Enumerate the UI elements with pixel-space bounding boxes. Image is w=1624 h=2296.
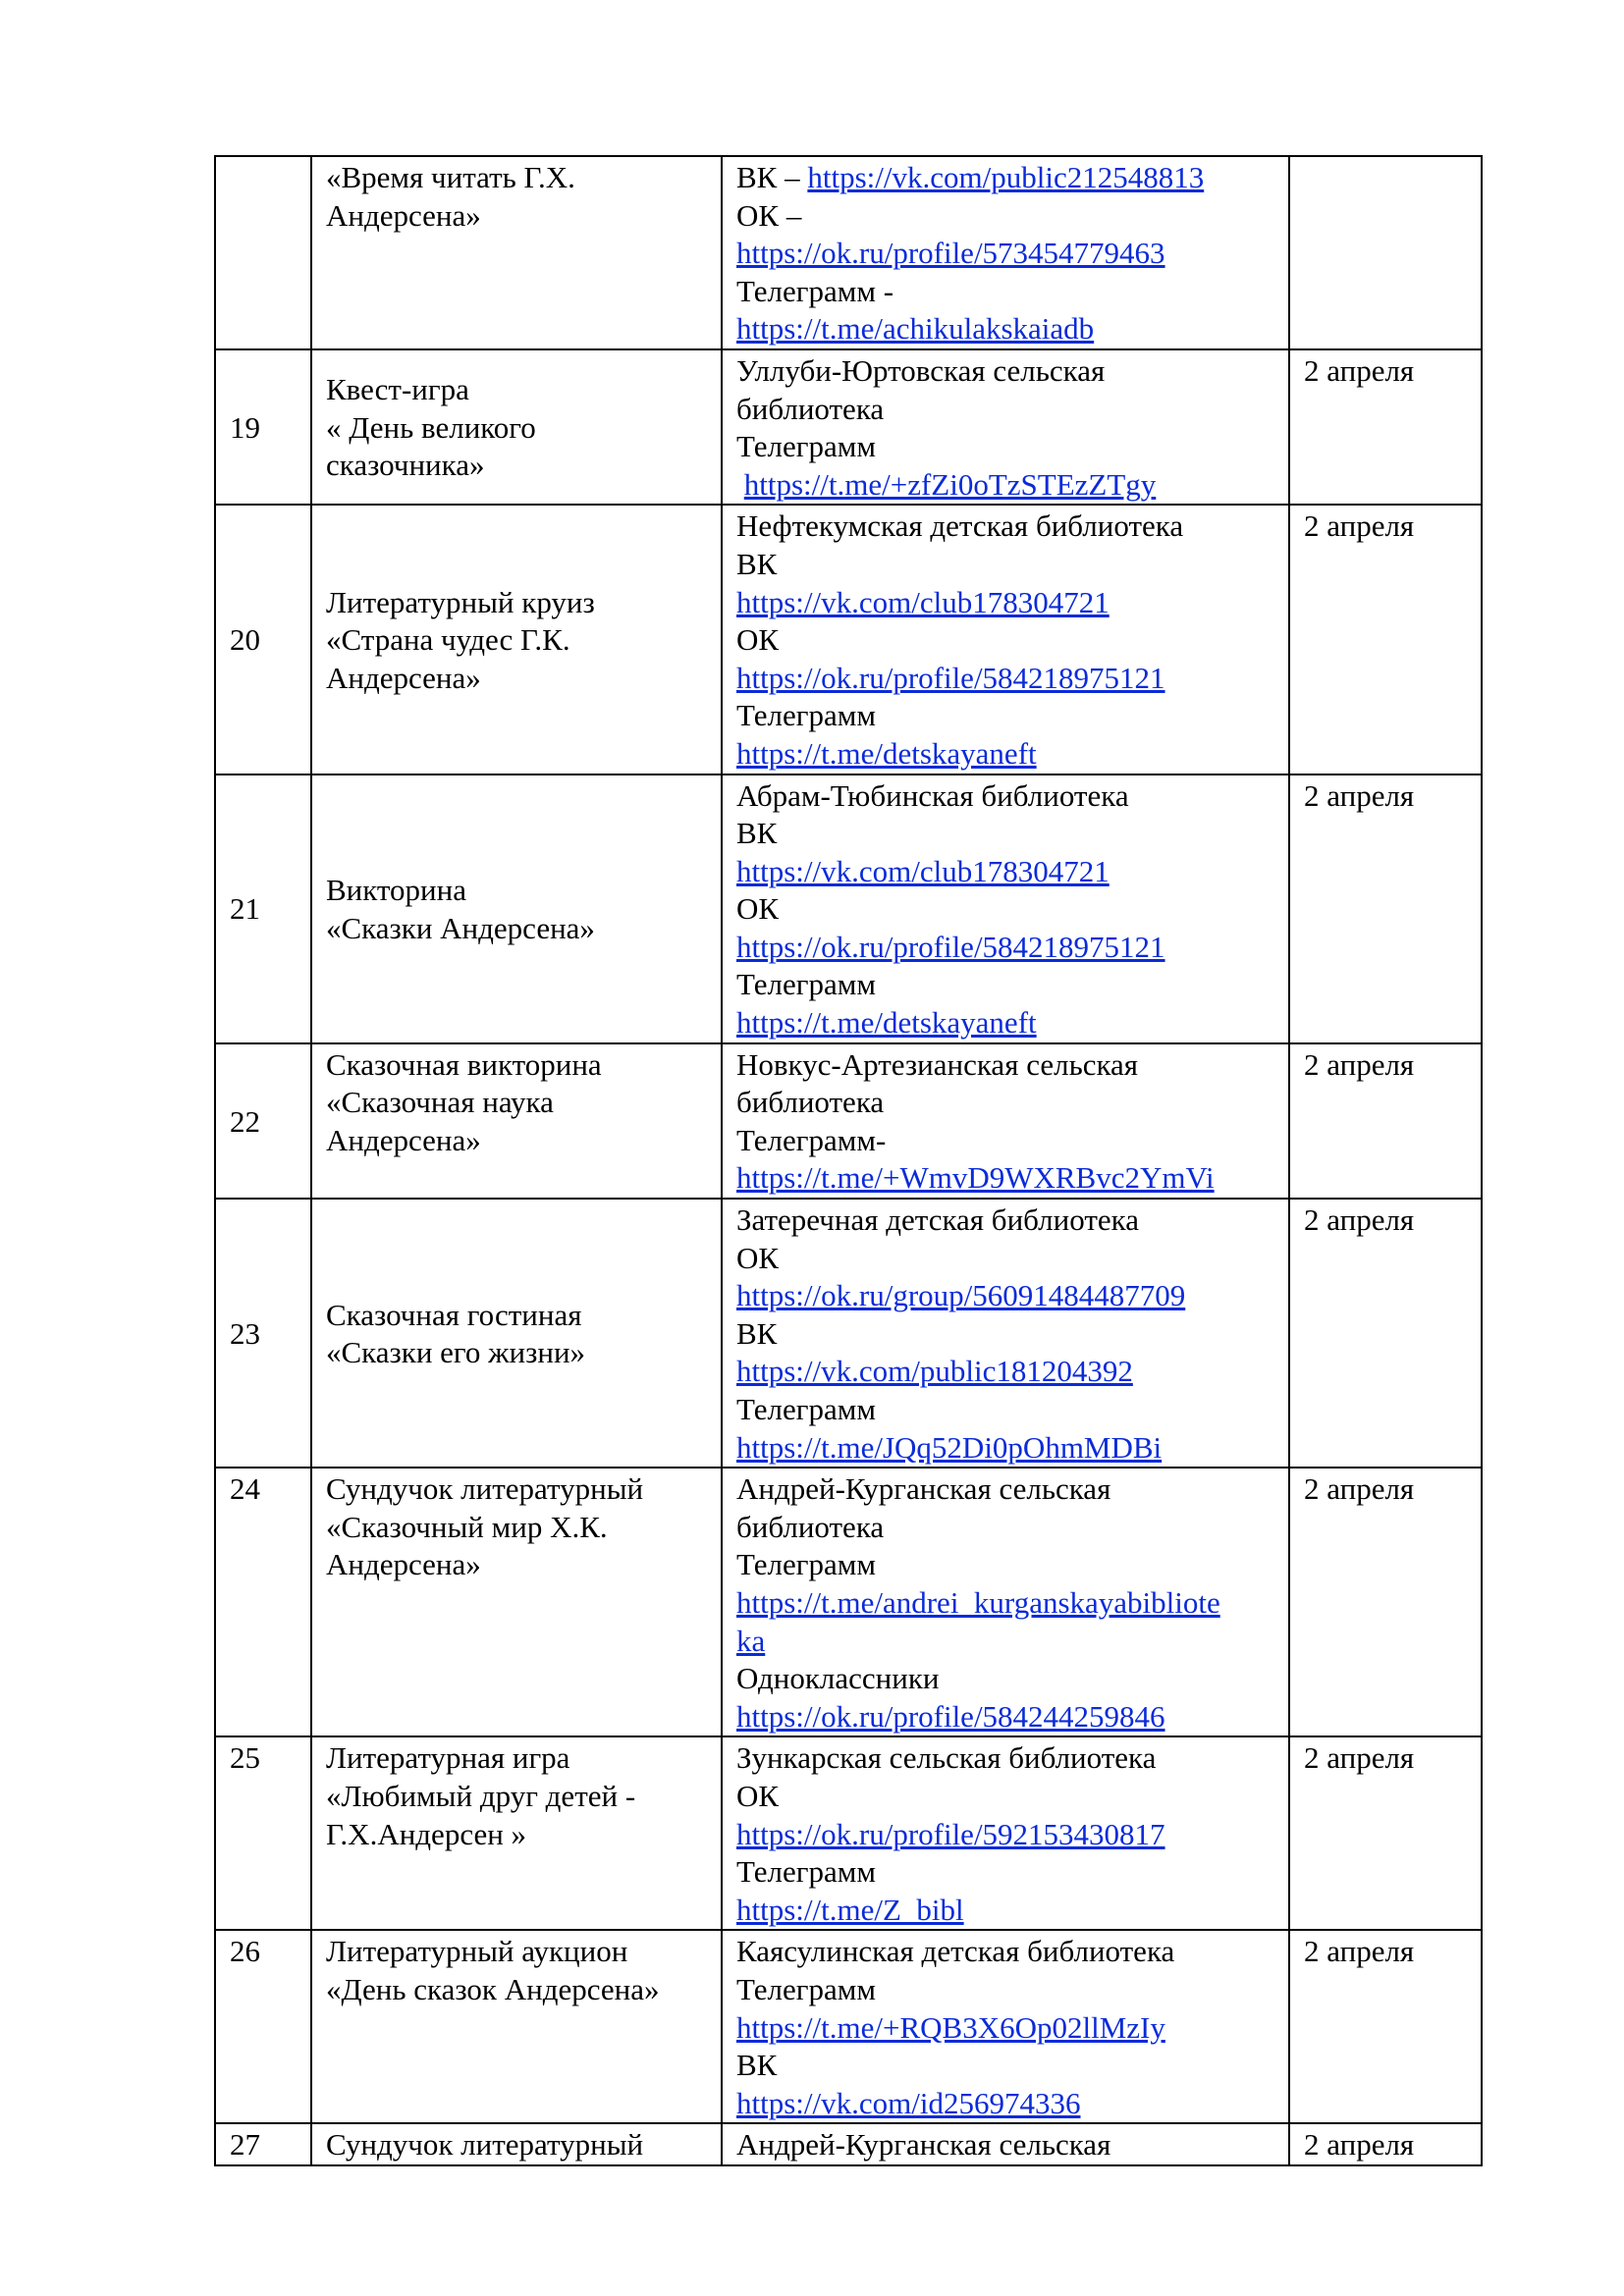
event-cell [311,1043,722,1199]
venue-line [736,1698,1274,1736]
venue-links-cell [722,156,1289,349]
event-title-line: Сказочная гостиная [326,1297,582,1332]
event-title-line: «День сказок Андерсена» [326,1971,660,2006]
venue-links-cell [722,774,1289,1043]
event-date: 2 апреля [1289,2123,1482,2165]
venue-line [736,1584,1274,1623]
event-title-line: Андерсена» [326,1547,481,1582]
event-title-line: Литературный круиз [326,584,595,619]
venue-line [736,815,1274,853]
social-link[interactable]: ka [736,1623,766,1658]
venue-text: ВК – [736,160,808,194]
venue-line [736,1122,1274,1160]
venue-line [736,197,1274,236]
event-cell [311,2123,722,2165]
venue-text: Телеграмм [736,698,876,733]
venue-links-cell [722,349,1289,505]
venue-line [736,1971,1274,2009]
venue-line [736,1623,1274,1661]
social-link[interactable]: https://vk.com/id256974336 [736,2085,1081,2120]
venue-text: библиотека [736,1509,885,1544]
event-date: 2 апреля [1289,1736,1482,1930]
venue-links-cell [722,1043,1289,1199]
row-number: 21 [215,774,311,1043]
venue-text: Каясулинская детская библиотека [736,1934,1175,1969]
social-link[interactable]: https://vk.com/club178304721 [736,584,1110,619]
table-row [215,774,1482,1043]
venue-line [736,1429,1274,1468]
social-link[interactable]: https://t.me/detskayaneft [736,1005,1037,1041]
venue-links-cell [722,1468,1289,1736]
row-number: 25 [215,1736,311,1930]
event-date: 2 апреля [1289,1468,1482,1736]
venue-line [736,1816,1274,1854]
venue-line [736,2009,1274,2048]
venue-text: Андрей-Курганская сельская [736,1471,1111,1507]
event-cell [311,1930,722,2123]
venue-text: Телеграмм [736,1854,876,1890]
social-link[interactable]: https://t.me/JQq52Di0pOhmMDBi [736,1429,1163,1465]
venue-line [736,1004,1274,1042]
social-link[interactable]: https://t.me/+RQB3X6Op02llMzIy [736,2009,1165,2045]
venue-text: ВК [736,546,778,581]
row-number: 22 [215,1043,311,1199]
event-title-line: сказочника» [326,448,485,483]
venue-text: библиотека [736,1085,885,1120]
event-cell [311,774,722,1043]
event-title-line: «Сказочный мир Х.К. [326,1509,608,1544]
social-link[interactable]: https://t.me/Z_bibl [736,1892,964,1927]
social-link[interactable]: https://vk.com/public181204392 [736,1354,1133,1389]
venue-line [736,1353,1274,1391]
venue-links-cell [722,1199,1289,1468]
venue-text [736,467,744,502]
event-title-line: «Сказки Андерсена» [326,910,595,945]
social-link[interactable]: https://ok.ru/profile/573454779463 [736,236,1165,271]
row-number: 19 [215,349,311,505]
table-row [215,1199,1482,1468]
venue-line [736,929,1274,967]
venue-line [736,1046,1274,1085]
venue-text: Телеграмм [736,1971,876,2006]
venue-text: Телеграмм [736,1392,876,1426]
venue-text: Телеграмм - [736,273,894,308]
venue-line [736,546,1274,584]
venue-text: Телеграмм [736,1547,876,1582]
table-row [215,349,1482,505]
venue-line [736,660,1274,698]
event-title-line: «Любимый друг детей - [326,1778,636,1813]
social-link[interactable]: https://ok.ru/profile/584218975121 [736,929,1165,964]
venue-line [736,235,1274,273]
venue-line [736,2085,1274,2123]
events-table [214,155,1483,2166]
venue-line [736,1470,1274,1509]
venue-line [736,1892,1274,1930]
event-cell [311,505,722,774]
venue-text: ВК [736,816,778,851]
venue-line [736,621,1274,660]
venue-line [736,1240,1274,1278]
venue-line [736,584,1274,622]
venue-line [736,1739,1274,1778]
venue-text: Нефтекумская детская библиотека [736,508,1184,544]
event-title-line: «Сказки его жизни» [326,1335,586,1370]
venue-text: библиотека [736,391,885,426]
row-number [215,156,311,349]
event-title-line: Сундучок литературный [326,2127,644,2163]
venue-line [736,1159,1274,1198]
event-cell [311,156,722,349]
venue-links-cell [722,1930,1289,2123]
event-title-line: «Сказочная наука [326,1085,554,1120]
social-link[interactable]: https://ok.ru/profile/584244259846 [736,1698,1165,1734]
venue-text: Одноклассники [736,1661,940,1696]
social-link[interactable]: https://ok.ru/profile/592153430817 [736,1816,1165,1851]
event-cell [311,349,722,505]
venue-line [736,777,1274,816]
table-row [215,2123,1482,2165]
social-link[interactable]: https://t.me/achikulakskaiadb [736,311,1095,347]
venue-line [736,159,1274,197]
event-date: 2 апреля [1289,1043,1482,1199]
venue-line [736,273,1274,311]
event-title-line: Викторина [326,872,466,907]
event-title-line: Литературный аукцион [326,1934,628,1969]
event-title-line: Сказочная викторина [326,1046,602,1082]
social-link[interactable]: https://ok.ru/group/56091484487709 [736,1278,1186,1313]
venue-line [736,1201,1274,1240]
venue-line [736,1391,1274,1429]
event-date: 2 апреля [1289,349,1482,505]
table-row [215,1736,1482,1930]
event-title-line: «Время читать Г.Х. [326,160,575,194]
event-title-line: Андерсена» [326,1122,481,1157]
venue-line [736,735,1274,774]
venue-line [736,2047,1274,2085]
table-row [215,1930,1482,2123]
venue-line [736,507,1274,546]
venue-text: ВК [736,1315,778,1351]
row-number: 26 [215,1930,311,2123]
venue-text: Телеграмм- [736,1122,887,1157]
event-title-line: Г.Х.Андерсен » [326,1816,527,1851]
venue-line [736,1853,1274,1892]
venue-links-cell [722,505,1289,774]
table-row [215,156,1482,349]
event-title-line: Квест-игра [326,372,469,407]
social-link[interactable]: https://vk.com/public212548813 [807,160,1205,194]
venue-line [736,2126,1274,2164]
venue-text: ОК – [736,197,802,233]
row-number: 27 [215,2123,311,2165]
row-number: 20 [215,505,311,774]
venue-line [736,1277,1274,1315]
venue-line [736,466,1274,505]
venue-line [736,890,1274,929]
row-number: 23 [215,1199,311,1468]
event-cell [311,1736,722,1930]
venue-line [736,1778,1274,1816]
event-title-line: «Страна чудес Г.К. [326,622,570,658]
event-cell [311,1199,722,1468]
venue-line [736,1315,1274,1354]
venue-text: ОК [736,1778,780,1813]
event-date: 2 апреля [1289,774,1482,1043]
social-link[interactable]: https://t.me/+zfZi0oTzSTEzZTgy [743,466,1157,502]
venue-line [736,966,1274,1004]
venue-text: Новкус-Артезианская сельская [736,1046,1139,1082]
social-link[interactable]: https://t.me/+WmvD9WXRBvc2YmVi [736,1160,1215,1196]
venue-line [736,391,1274,429]
venue-line [736,1546,1274,1584]
venue-line [736,853,1274,891]
venue-text: Уллуби-Юртовская сельская [736,352,1106,388]
social-link[interactable]: https://t.me/andrei_kurganskayabibliote [736,1584,1220,1620]
venue-links-cell [722,1736,1289,1930]
event-title-line: « День великого [326,409,536,445]
venue-line [736,1084,1274,1122]
events-table-body [215,156,1482,2165]
event-cell [311,1468,722,1736]
event-title-line: Андерсена» [326,660,481,695]
venue-text: ОК [736,1240,780,1275]
venue-text: Абрам-Тюбинская библиотека [736,777,1129,813]
venue-text: ВК [736,2048,778,2083]
event-title-line: Сундучок литературный [326,1471,644,1507]
venue-line [736,352,1274,391]
event-date: 2 апреля [1289,1930,1482,2123]
table-row [215,1043,1482,1199]
venue-text: Зункарская сельская библиотека [736,1740,1157,1776]
social-link[interactable]: https://vk.com/club178304721 [736,853,1110,888]
event-date [1289,156,1482,349]
venue-line [736,1509,1274,1547]
venue-line [736,310,1274,348]
venue-text: ОК [736,622,780,658]
venue-line [736,697,1274,735]
social-link[interactable]: https://ok.ru/profile/584218975121 [736,660,1165,695]
venue-line [736,1933,1274,1971]
table-row [215,1468,1482,1736]
table-row [215,505,1482,774]
venue-text: Затеречная детская библиотека [736,1202,1139,1238]
event-title-line: Андерсена» [326,197,481,233]
venue-line [736,428,1274,466]
venue-text: ОК [736,891,780,927]
venue-text: Телеграмм [736,429,876,464]
row-number: 24 [215,1468,311,1736]
social-link[interactable]: https://t.me/detskayaneft [736,735,1037,771]
venue-links-cell [722,2123,1289,2165]
venue-text: Андрей-Курганская сельская [736,2127,1111,2163]
venue-text: Телеграмм [736,967,876,1002]
venue-line [736,1660,1274,1698]
event-date: 2 апреля [1289,1199,1482,1468]
event-title-line: Литературная игра [326,1740,570,1776]
event-date: 2 апреля [1289,505,1482,774]
